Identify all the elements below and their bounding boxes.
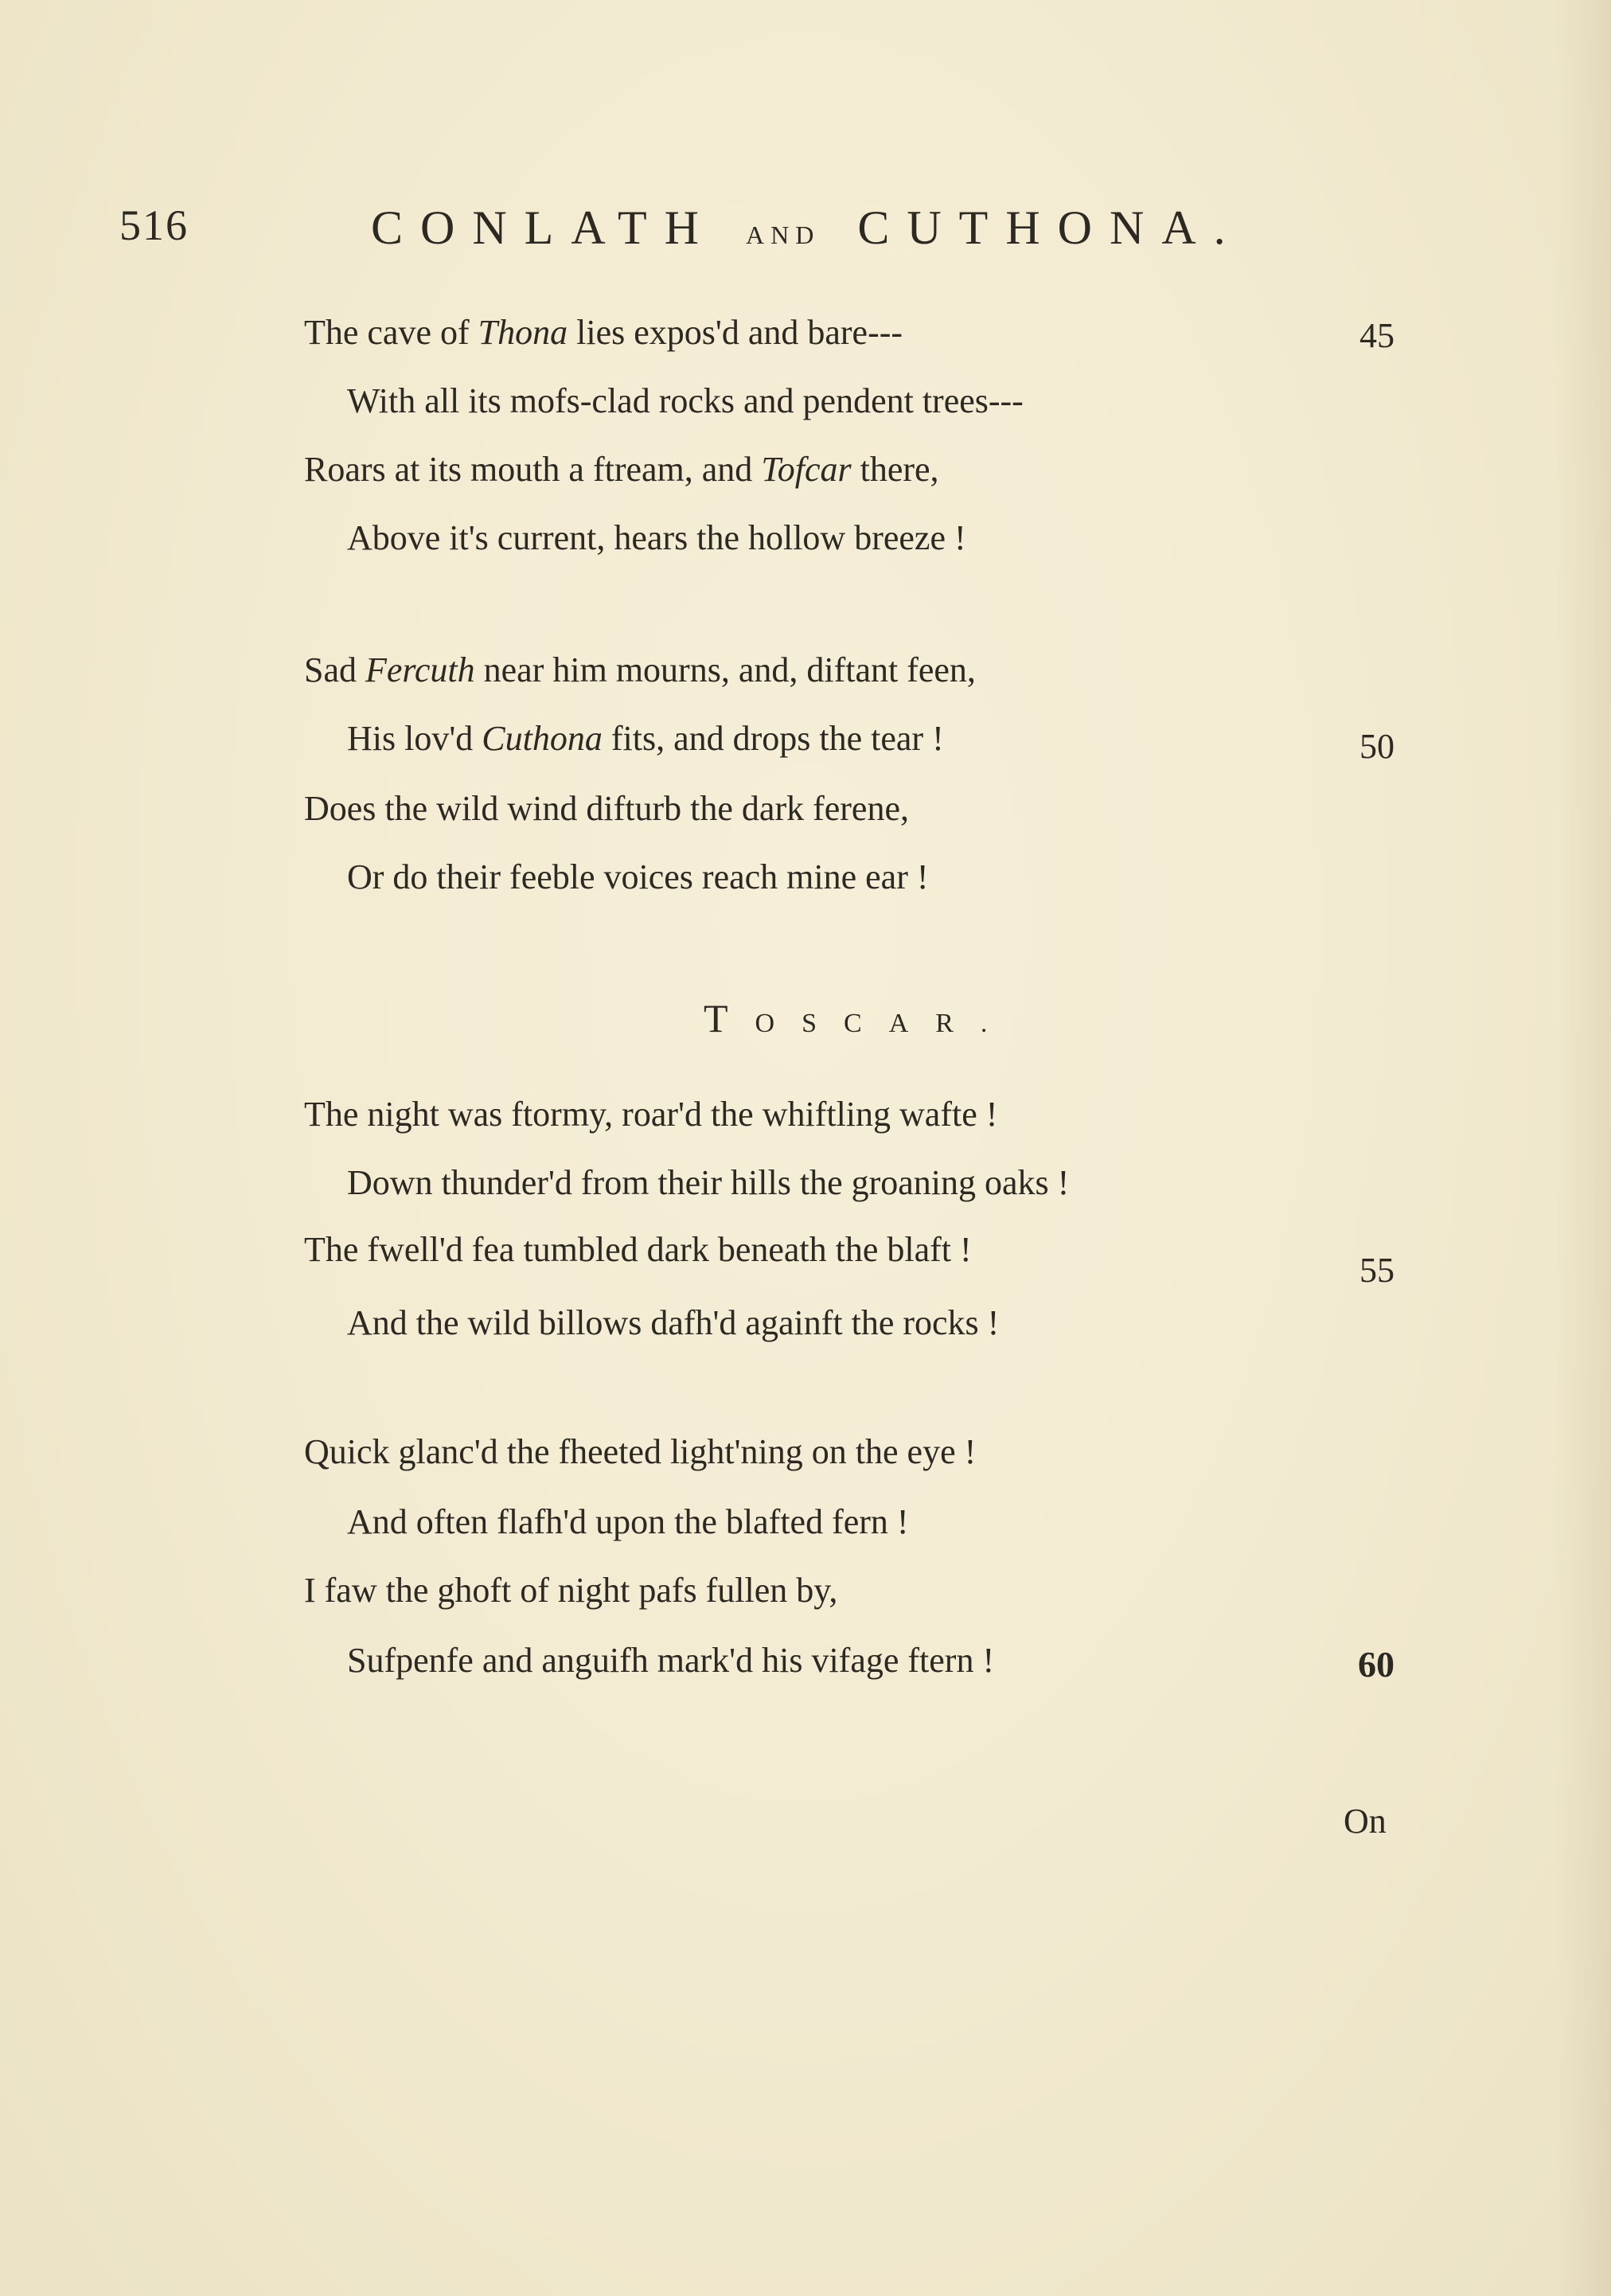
verse-line: Does the wild wind difturb the dark ferene,	[304, 789, 909, 828]
page-header	[0, 201, 1611, 264]
speaker-heading	[704, 995, 1014, 1041]
verse-text: The cave of	[304, 313, 478, 352]
verse-line: Quick glanc'd the fheeted light'ning on the eye !	[304, 1432, 977, 1471]
verse-line: With all its mofs-clad rocks and pendent trees---	[347, 381, 1024, 420]
verse-line: And often flafh'd upon the blafted fern !	[347, 1502, 909, 1541]
running-title	[371, 201, 1243, 256]
verse-line	[304, 452, 939, 487]
verse-line	[347, 721, 944, 756]
line-number-60: 60	[1358, 1644, 1395, 1685]
verse-text: Roars at its mouth a ftream, and	[304, 450, 762, 489]
verse-line: Down thunder'd from their hills the groaning oaks !	[347, 1163, 1070, 1202]
verse-line	[304, 315, 903, 350]
verse-line: Above it's current, hears the hollow breeze !	[347, 518, 966, 557]
verse-italic-name: Cuthona	[482, 719, 603, 758]
verse-italic-name: Fercuth	[365, 650, 475, 689]
title-conlath: CONLATH	[371, 201, 716, 254]
page-edge-shadow	[1555, 0, 1611, 2296]
verse-text: Sad	[304, 650, 365, 689]
line-number-50: 50	[1359, 727, 1395, 766]
verse-line	[304, 650, 976, 689]
verse-text: His lov'd	[347, 719, 482, 758]
verse-line: The fwell'd fea tumbled dark beneath the blaft !	[304, 1230, 972, 1269]
title-and: AND	[746, 221, 821, 249]
catchword: On	[1344, 1802, 1387, 1841]
page-number: 516	[119, 201, 189, 249]
verse-text: fits, and drops the tear !	[602, 719, 944, 758]
verse-line: Sufpenfe and anguifh mark'd his vifage ftern !	[347, 1641, 995, 1680]
verse-text: there,	[851, 450, 939, 489]
verse-text: lies expos'd and bare---	[568, 313, 903, 352]
line-number-55: 55	[1359, 1251, 1395, 1290]
verse-text: near him mourns, and, diftant feen,	[474, 650, 976, 689]
line-number-45: 45	[1359, 316, 1395, 355]
verse-italic-name: Tofcar	[761, 450, 852, 489]
verse-line: The night was ftormy, roar'd the whiftling wafte !	[304, 1095, 998, 1134]
speaker-initial: T	[704, 996, 755, 1041]
verse-line: And the wild billows dafh'd againft the rocks !	[347, 1303, 1000, 1342]
verse-italic-name: Thona	[478, 313, 568, 352]
speaker-rest: OSCAR.	[755, 1009, 1015, 1038]
verse-line: I faw the ghoft of night pafs fullen by,	[304, 1571, 838, 1610]
verse-line: Or do their feeble voices reach mine ear !	[347, 857, 929, 896]
title-cuthona: CUTHONA.	[857, 201, 1243, 254]
